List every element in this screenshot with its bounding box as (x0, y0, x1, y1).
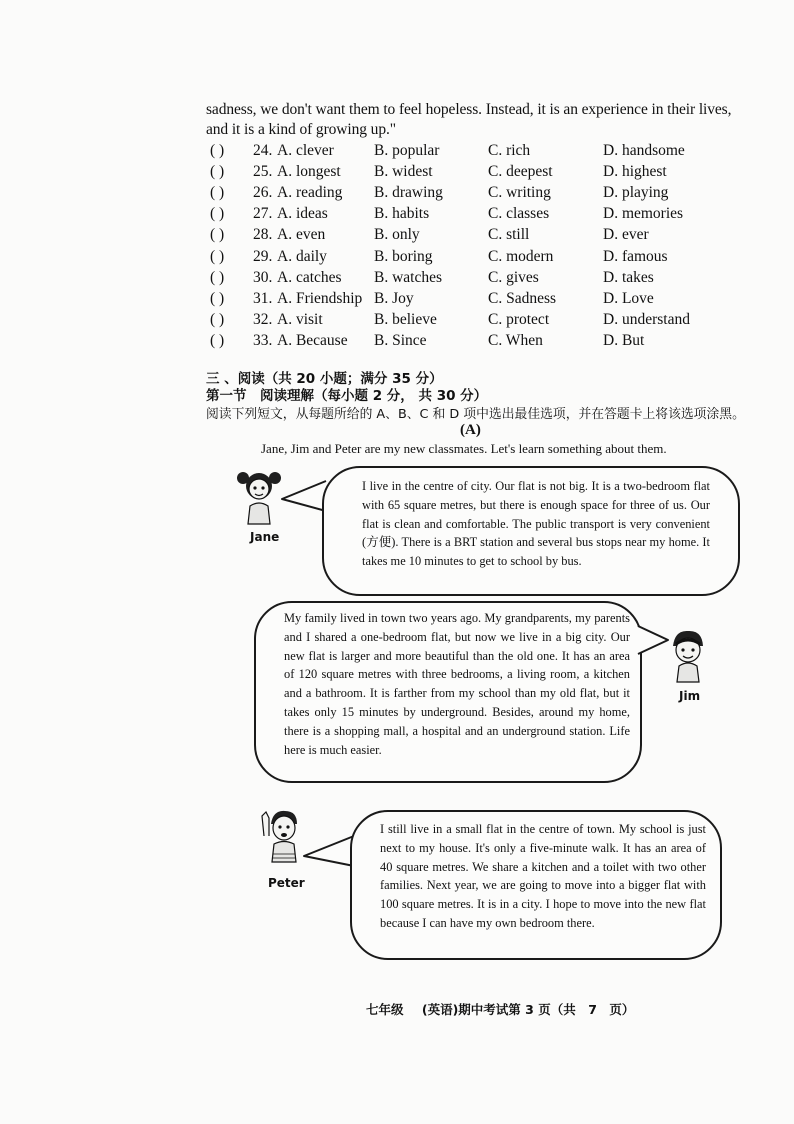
option-d: D. memories (603, 205, 684, 222)
jane-speech-bubble (322, 466, 740, 596)
option-b: B. habits (374, 205, 430, 222)
section-instruction: 阅读下列短文，从每题所给的 A、B、C 和 D 项中选出最佳选项，并在答题卡上将该选项涂黑。 (206, 407, 745, 422)
footer-exam-info: (英语)期中考试第 3 页（共 7 页） (421, 1002, 635, 1017)
option-c: C. still (488, 226, 530, 243)
page-footer (366, 1000, 648, 1018)
option-a: A. even (277, 226, 326, 243)
question-number: 31. (253, 290, 273, 307)
option-d: D. famous (603, 248, 668, 265)
answer-bracket[interactable]: ( ) (210, 163, 225, 180)
option-a: A. clever (277, 142, 334, 159)
option-a: A. catches (277, 269, 342, 286)
option-a: A. Because (277, 332, 348, 349)
answer-bracket[interactable]: ( ) (210, 269, 225, 286)
jim-speech-bubble (254, 601, 642, 783)
peter-speech-bubble (350, 810, 722, 960)
question-number: 32. (253, 311, 273, 328)
peter-text: I still live in a small flat in the centre of town. My school is just next to my house. It's only a five-minute walk. It has an area of 40 square metres. We share a kitchen and a toilet with two other families. Next year, we are going to move into a bigger flat with 100 square metres. It is in a city. I hope to move into the new flat because I can have my own bedroom there. (380, 822, 706, 930)
option-b: B. Since (374, 332, 427, 349)
option-a: A. ideas (277, 205, 328, 222)
option-a: A. longest (277, 163, 341, 180)
option-c: C. protect (488, 311, 550, 328)
passage-continuation (206, 100, 781, 140)
speaker-name-jane: Jane (250, 530, 280, 544)
option-a: A. reading (277, 184, 343, 201)
answer-bracket[interactable]: ( ) (210, 248, 225, 265)
option-b: B. watches (374, 269, 443, 286)
jim-text: My family lived in town two years ago. My grandparents, my parents and I shared a one-bedroom flat, but now we live in a big city. Our new flat is larger and more beautiful than the old one. It has an area of 120 square metres with three bedrooms, a living room, a kitchen and a bathroom. It is farther from my school than my old flat, but it takes only 15 minutes by underground. Besides, around my home, there is a shopping mall, a hospital and an underground station. Life here is much easier. (284, 611, 630, 757)
answer-bracket[interactable]: ( ) (210, 311, 225, 328)
answer-bracket[interactable]: ( ) (210, 290, 225, 307)
option-a: A. visit (277, 311, 323, 328)
question-number: 33. (253, 332, 273, 349)
option-c: C. deepest (488, 163, 553, 180)
option-b: B. boring (374, 248, 433, 265)
option-c: C. writing (488, 184, 551, 201)
option-d: D. handsome (603, 142, 685, 159)
option-c: C. rich (488, 142, 531, 159)
subsection-title: 第一节 阅读理解（每小题 2 分， 共 30 分） (206, 388, 488, 404)
option-c: C. Sadness (488, 290, 557, 307)
passage-intro: Jane, Jim and Peter are my new classmates. Let's learn something about them. (261, 441, 667, 456)
option-d: D. But (603, 332, 645, 349)
option-d: D. understand (603, 311, 690, 328)
intro-line-1: sadness, we don't want them to feel hopeless. Instead, it is an experience in their lives, (206, 101, 732, 118)
question-number: 25. (253, 163, 273, 180)
option-d: D. highest (603, 163, 667, 180)
option-d: D. Love (603, 290, 654, 307)
question-number: 28. (253, 226, 273, 243)
jim-cartoon-figure (667, 628, 709, 684)
option-c: C. classes (488, 205, 550, 222)
option-b: B. believe (374, 311, 437, 328)
option-d: D. playing (603, 184, 669, 201)
section-title: 三 、阅读（共 20 小题；满分 35 分） (206, 371, 443, 387)
option-c: C. modern (488, 248, 554, 265)
option-d: D. takes (603, 269, 654, 286)
peter-cartoon-figure (259, 806, 305, 866)
answer-bracket[interactable]: ( ) (210, 332, 225, 349)
option-b: B. widest (374, 163, 433, 180)
answer-bracket[interactable]: ( ) (210, 205, 225, 222)
jane-cartoon-figure (236, 466, 282, 526)
speaker-name-jim: Jim (679, 689, 701, 703)
answer-bracket[interactable]: ( ) (210, 184, 225, 201)
option-b: B. only (374, 226, 420, 243)
question-number: 26. (253, 184, 273, 201)
question-number: 29. (253, 248, 273, 265)
option-c: C. When (488, 332, 543, 349)
answer-bracket[interactable]: ( ) (210, 226, 225, 243)
passage-label: (A) (460, 422, 481, 438)
question-number: 30. (253, 269, 273, 286)
footer-grade: 七年级 (366, 1002, 404, 1017)
option-a: A. daily (277, 248, 327, 265)
option-c: C. gives (488, 269, 539, 286)
option-b: B. drawing (374, 184, 443, 201)
speaker-name-peter: Peter (268, 876, 305, 890)
option-b: B. Joy (374, 290, 414, 307)
jim-bubble-tail (636, 624, 670, 656)
answer-bracket[interactable]: ( ) (210, 142, 225, 159)
option-a: A. Friendship (277, 290, 363, 307)
question-number: 24. (253, 142, 273, 159)
intro-line-2: and it is a kind of growing up." (206, 121, 396, 138)
option-d: D. ever (603, 226, 649, 243)
jane-text: I live in the centre of city. Our flat is not big. It is a two-bedroom flat with 65 square metres, but there is enough space for three of us. Our flat is clean and comfortable. The public transport is very convenient (方便). There is a BRT station and several bus stops near my home. It takes me 10 minutes to get to school by bus. (362, 479, 710, 569)
question-number: 27. (253, 205, 273, 222)
option-b: B. popular (374, 142, 440, 159)
